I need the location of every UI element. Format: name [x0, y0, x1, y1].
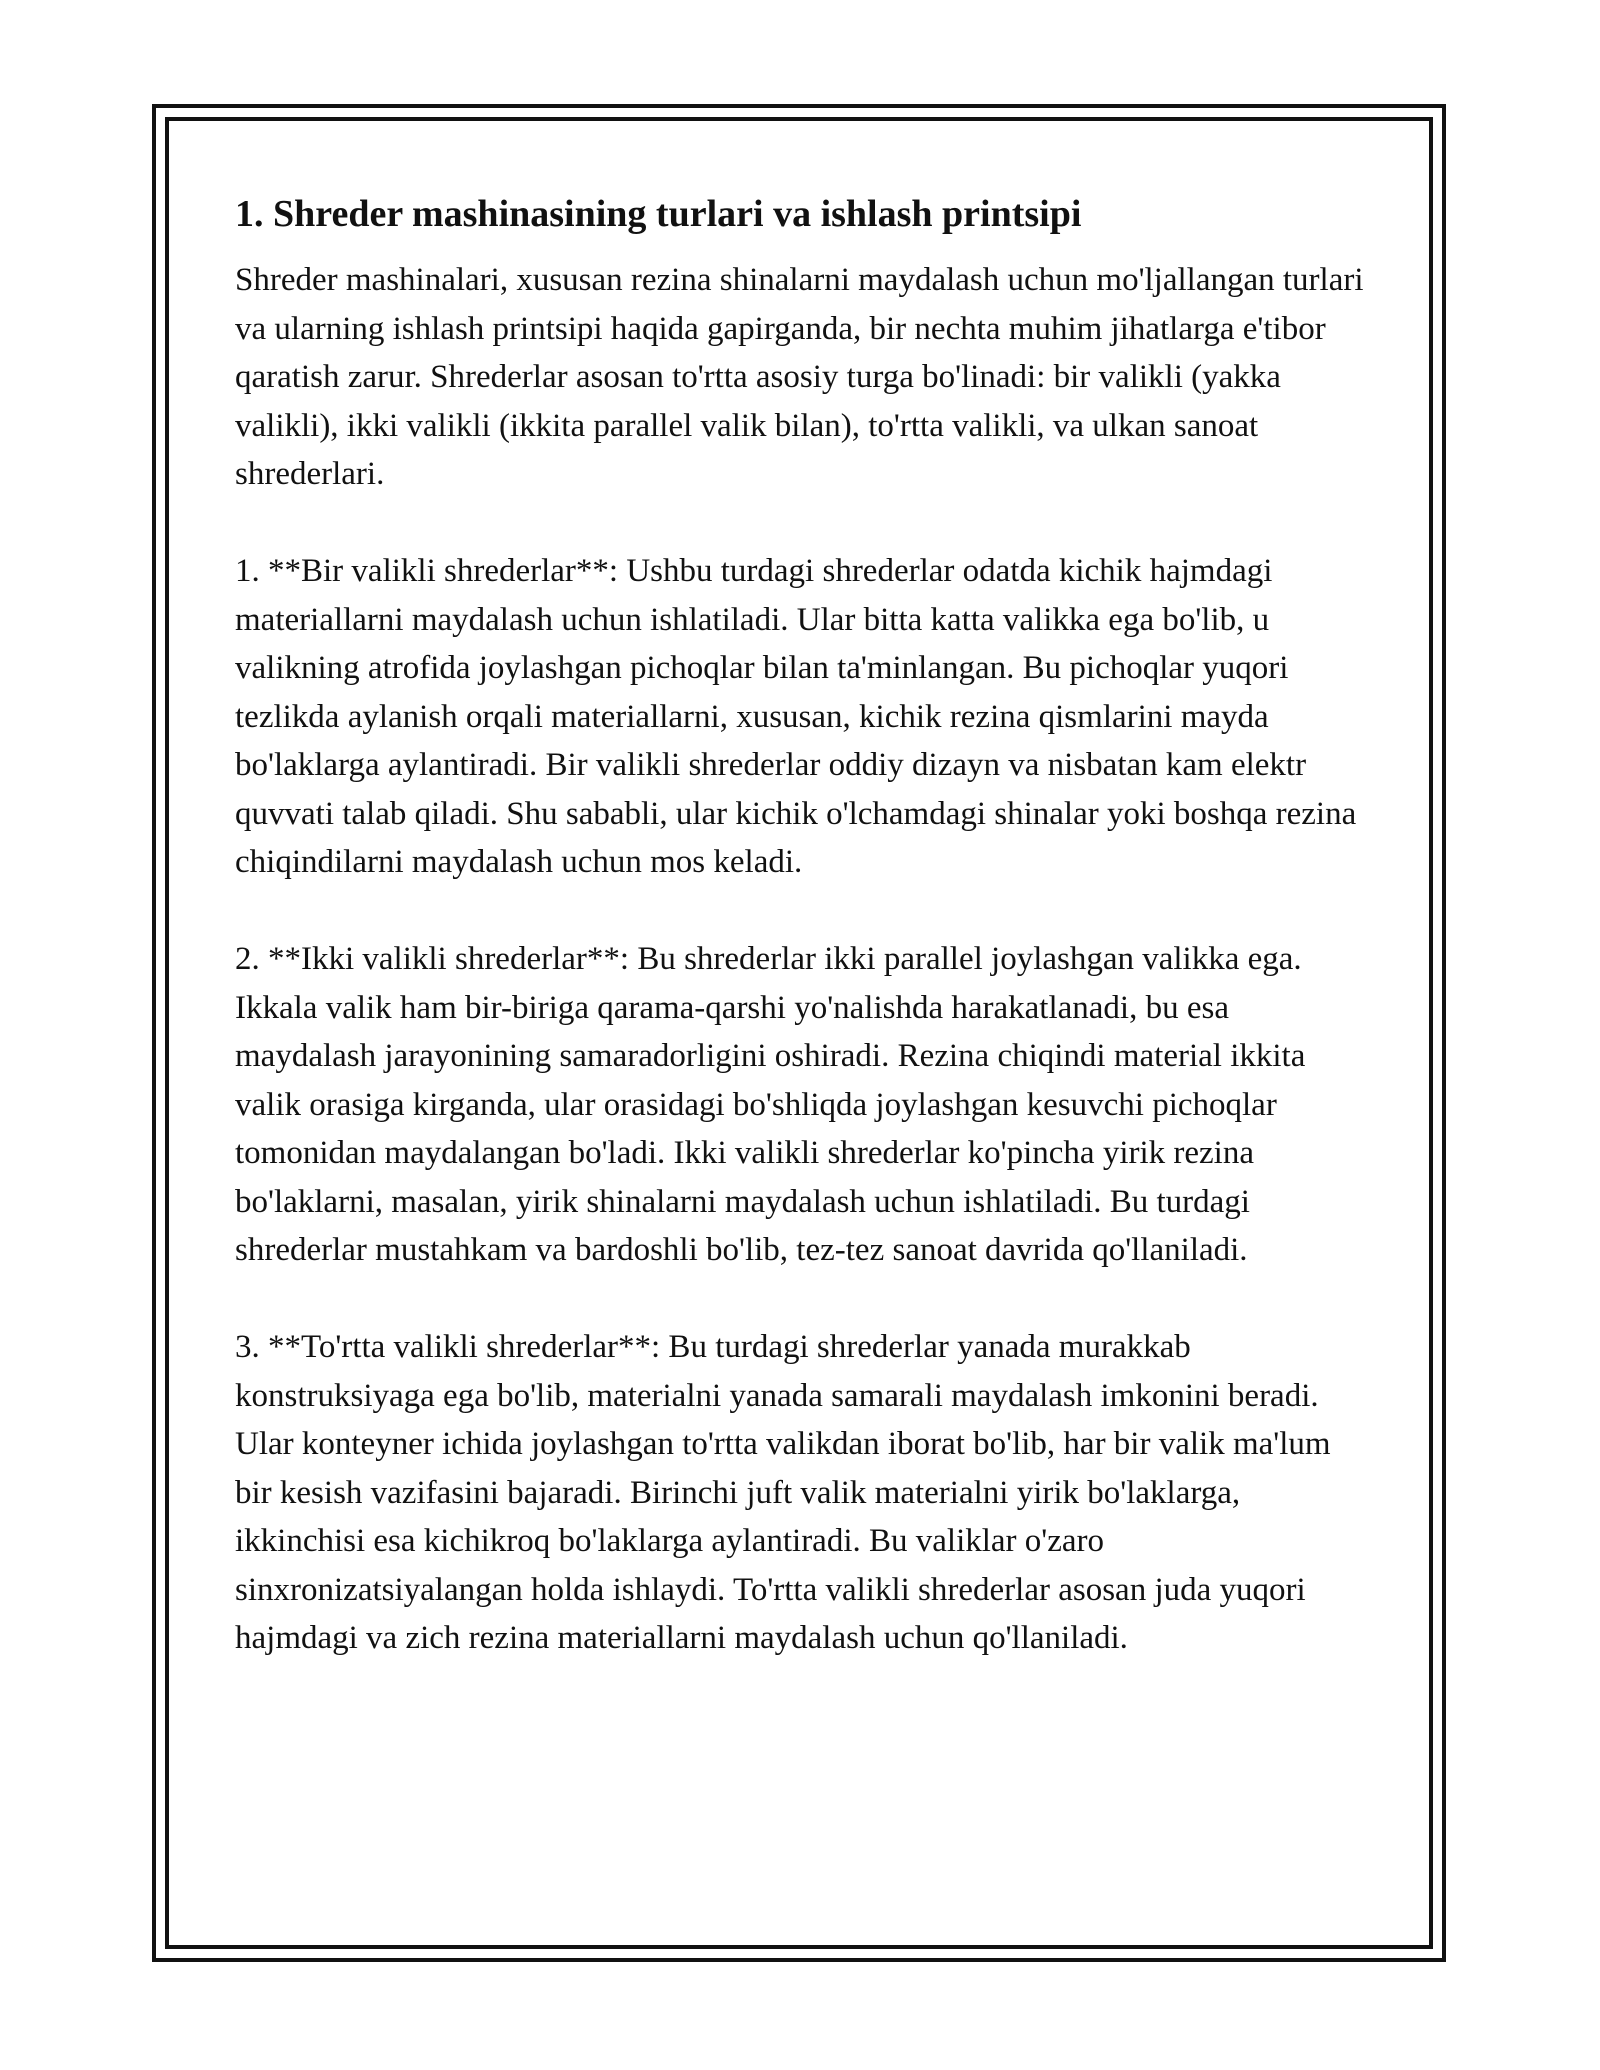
section-title: 1. Shreder mashinasining turlari va ishlash printsipi — [235, 193, 1082, 235]
paragraph-double-roller: 2. **Ikki valikli shrederlar**: Bu shrederlar ikki parallel joylashgan valikka ega. Ikkala valik ham bir-biriga qarama-qarshi yo'nalishda harakatlanadi, bu esa maydalash jarayonining samaradorligini oshiradi. Rezina chiqindi material ikkita valik orasiga kirganda, ular orasidagi bo'shliqda joylashgan kesuvchi pichoqlar tomonidan maydalangan bo'ladi. Ikki valikli shrederlar ko'pincha yirik rezina bo'laklarni, masalan, yirik shinalarni maydalash uchun ishlatiladi. Bu turdagi shrederlar mustahkam va bardoshli bo'lib, tez-tez sanoat davrida qo'llaniladi. — [235, 941, 1306, 1268]
paragraph-intro: Shreder mashinalari, xususan rezina shinalarni maydalash uchun mo'ljallangan turlari va ularning ishlash printsipi haqida gapirganda, bir nechta muhim jihatlarga e'tibor qaratish zarur. Shrederlar asosan to'rtta asosiy turga bo'linadi: bir valikli (yakka valikli), ikki valikli (ikkita parallel valik bilan), to'rtta valikli, va ulkan sanoat shrederlari. — [235, 262, 1364, 492]
paragraph-four-roller: 3. **To'rtta valikli shrederlar**: Bu turdagi shrederlar yanada murakkab konstruksiyaga ega bo'lib, materialni yanada samarali maydalash imkonini beradi. Ular konteyner ichida joylashgan to'rtta valikdan iborat bo'lib, har bir valik ma'lum bir kesish vazifasini bajaradi. Birinchi juft valik materialni yirik bo'laklarga, ikkinchisi esa kichikroq bo'laklarga aylantiradi. Bu valiklar o'zaro sinxronizatsiyalangan holda ishlaydi. To'rtta valikli shrederlar asosan juda yuqori hajmdagi va zich rezina materiallarni maydalash uchun qo'llaniladi. — [235, 1329, 1331, 1656]
paragraph-single-roller: 1. **Bir valikli shrederlar**: Ushbu turdagi shrederlar odatda kichik hajmdagi materiallarni maydalash uchun ishlatiladi. Ular bitta katta valikka ega bo'lib, u valikning atrofida joylashgan pichoqlar bilan ta'minlangan. Bu pichoqlar yuqori tezlikda aylanish orqali materiallarni, xususan, kichik rezina qismlarini mayda bo'laklarga aylantiradi. Bir valikli shrederlar oddiy dizayn va nisbatan kam elektr quvvati talab qiladi. Shu sababli, ular kichik o'lchamdagi shinalar yoki boshqa rezina chiqindilarni maydalash uchun mos keladi. — [235, 553, 1357, 880]
document-body — [235, 188, 1375, 1663]
